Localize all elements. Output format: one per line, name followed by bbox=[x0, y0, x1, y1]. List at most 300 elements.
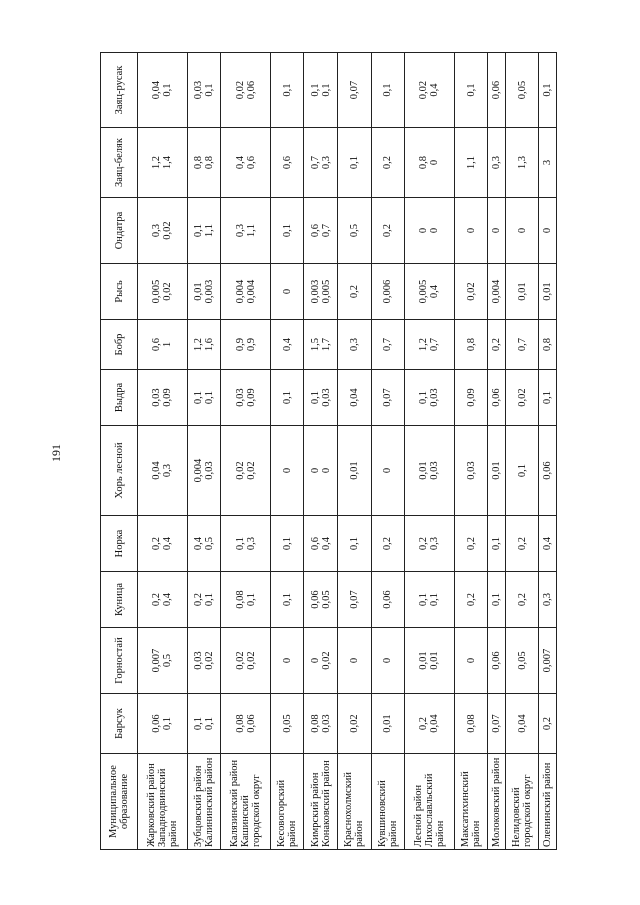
density-value: 1,1 bbox=[465, 155, 477, 170]
district-name-cell bbox=[405, 754, 455, 850]
density-value: 0,06 bbox=[309, 590, 321, 609]
value-cell bbox=[371, 426, 405, 516]
density-value: 1,4 bbox=[162, 155, 174, 170]
district-name-cell bbox=[138, 754, 188, 850]
density-value: 0,2 bbox=[348, 284, 360, 299]
density-value: 0 bbox=[309, 467, 321, 474]
value-cell bbox=[371, 572, 405, 628]
value-cell bbox=[221, 370, 271, 426]
value-cell bbox=[138, 694, 188, 754]
density-value: 0,06 bbox=[245, 80, 257, 100]
density-value: 0,03 bbox=[465, 461, 477, 480]
value-cell bbox=[405, 264, 455, 320]
density-value: 0,07 bbox=[382, 388, 394, 407]
district-name-cell bbox=[454, 754, 488, 850]
value-cell bbox=[488, 516, 506, 572]
density-value: 0,9 bbox=[245, 337, 257, 352]
value-cell bbox=[304, 426, 338, 516]
column-header: Норка bbox=[101, 516, 138, 572]
density-value: 0,7 bbox=[516, 337, 528, 352]
density-value: 0,5 bbox=[162, 653, 174, 668]
value-cell bbox=[304, 198, 338, 264]
column-header: Заяц-беляк bbox=[101, 128, 138, 198]
density-value: 0 bbox=[281, 288, 293, 295]
value-cell bbox=[270, 694, 304, 754]
column-header: Горностай bbox=[101, 628, 138, 694]
value-cell bbox=[337, 53, 371, 128]
value-cell bbox=[270, 572, 304, 628]
value-cell bbox=[539, 320, 557, 370]
value-cell bbox=[488, 572, 506, 628]
value-cell bbox=[454, 128, 488, 198]
district-name: Кувшиновский район bbox=[376, 780, 399, 847]
density-value: 0,02 bbox=[162, 221, 174, 240]
table-row bbox=[304, 53, 338, 850]
density-value: 0,02 bbox=[348, 714, 360, 733]
density-value: 0 bbox=[542, 227, 554, 234]
density-value: 0,06 bbox=[151, 714, 163, 733]
value-cell bbox=[539, 264, 557, 320]
value-cell bbox=[221, 53, 271, 128]
density-value: 0,3 bbox=[151, 223, 163, 238]
density-value: 0,2 bbox=[192, 592, 204, 607]
value-cell bbox=[405, 572, 455, 628]
density-value: 0,1 bbox=[429, 592, 441, 607]
density-value: 0,2 bbox=[418, 716, 430, 731]
density-value: 0,7 bbox=[382, 337, 394, 352]
value-cell bbox=[187, 320, 221, 370]
value-cell bbox=[187, 426, 221, 516]
district-name: Лесной район bbox=[412, 784, 424, 847]
density-value: 0,4 bbox=[281, 337, 293, 352]
density-value: 0 bbox=[465, 657, 477, 664]
density-value: 0,09 bbox=[162, 388, 174, 407]
density-value: 0,2 bbox=[382, 223, 394, 238]
value-cell bbox=[371, 198, 405, 264]
density-value: 0,9 bbox=[234, 337, 246, 352]
value-cell bbox=[488, 426, 506, 516]
density-value: 0,05 bbox=[320, 590, 332, 609]
value-cell bbox=[187, 264, 221, 320]
density-value: 0,01 bbox=[429, 651, 441, 670]
density-value: 0,3 bbox=[348, 337, 360, 352]
district-name: Калининский район bbox=[203, 757, 215, 847]
density-value: 0,05 bbox=[281, 714, 293, 733]
density-value: 0,005 bbox=[151, 279, 163, 304]
density-value: 0,4 bbox=[162, 592, 174, 607]
value-cell bbox=[371, 53, 405, 128]
density-value: 0,1 bbox=[203, 390, 215, 405]
column-header: Хорь лесной bbox=[101, 426, 138, 516]
district-name: Краснохолмский район bbox=[343, 771, 366, 847]
density-value: 0,01 bbox=[382, 714, 394, 733]
density-value: 0 bbox=[516, 227, 528, 234]
density-value: 0,1 bbox=[491, 592, 503, 607]
value-cell bbox=[221, 516, 271, 572]
density-value: 0,03 bbox=[320, 388, 332, 407]
value-cell bbox=[187, 53, 221, 128]
value-cell bbox=[371, 264, 405, 320]
value-cell bbox=[454, 426, 488, 516]
density-value: 0,08 bbox=[309, 714, 321, 733]
density-value: 0,3 bbox=[491, 155, 503, 170]
value-cell bbox=[371, 628, 405, 694]
district-name: Максатихинский район bbox=[460, 771, 483, 847]
density-value: 1,5 bbox=[309, 337, 321, 352]
density-value: 0,5 bbox=[203, 536, 215, 551]
density-value: 0,02 bbox=[162, 282, 174, 301]
density-value: 0,02 bbox=[234, 651, 246, 670]
density-value: 0,4 bbox=[234, 155, 246, 170]
value-cell bbox=[505, 128, 539, 198]
district-name-cell bbox=[270, 754, 304, 850]
value-cell bbox=[187, 516, 221, 572]
density-value: 0,3 bbox=[542, 592, 554, 607]
value-cell bbox=[221, 572, 271, 628]
district-name-cell bbox=[488, 754, 506, 850]
density-value: 0,06 bbox=[491, 651, 503, 670]
density-value: 0,3 bbox=[320, 155, 332, 170]
value-cell bbox=[454, 694, 488, 754]
density-value: 0,09 bbox=[245, 388, 257, 407]
density-value: 0,01 bbox=[491, 461, 503, 480]
density-value: 0,1 bbox=[162, 716, 174, 731]
value-cell bbox=[221, 628, 271, 694]
value-cell bbox=[505, 694, 539, 754]
district-name: Зубцовский район bbox=[192, 765, 204, 847]
density-value: 0,1 bbox=[309, 83, 321, 97]
density-value: 0,04 bbox=[151, 461, 163, 480]
value-cell bbox=[304, 128, 338, 198]
density-value: 0,04 bbox=[348, 388, 360, 407]
value-cell bbox=[539, 572, 557, 628]
value-cell bbox=[488, 628, 506, 694]
density-value: 0,04 bbox=[516, 714, 528, 733]
value-cell bbox=[505, 264, 539, 320]
value-cell bbox=[454, 320, 488, 370]
density-value: 0,4 bbox=[320, 536, 332, 551]
value-cell bbox=[138, 320, 188, 370]
table-row bbox=[539, 53, 557, 850]
value-cell bbox=[505, 628, 539, 694]
value-cell bbox=[405, 198, 455, 264]
value-cell bbox=[337, 628, 371, 694]
district-name: Нелидовский городской округ bbox=[511, 774, 534, 847]
value-cell bbox=[138, 264, 188, 320]
density-value: 0 bbox=[309, 657, 321, 664]
column-header: Бобр bbox=[101, 320, 138, 370]
density-value: 0,005 bbox=[320, 279, 332, 304]
value-cell bbox=[138, 370, 188, 426]
density-value: 1 bbox=[162, 341, 174, 348]
density-value: 0,2 bbox=[382, 155, 394, 170]
density-value: 0,02 bbox=[203, 651, 215, 670]
density-value: 0,7 bbox=[309, 155, 321, 170]
district-name-cell bbox=[371, 754, 405, 850]
value-cell bbox=[221, 264, 271, 320]
value-cell bbox=[454, 370, 488, 426]
column-header: Заяц-русак bbox=[101, 53, 138, 128]
value-cell bbox=[454, 53, 488, 128]
density-value: 0,2 bbox=[465, 592, 477, 607]
table-header-row bbox=[101, 53, 138, 850]
density-value: 0,6 bbox=[151, 337, 163, 352]
page-number: 191 bbox=[49, 444, 63, 462]
value-cell bbox=[454, 516, 488, 572]
district-name: Кимрский район bbox=[309, 772, 321, 847]
density-value: 0,004 bbox=[245, 279, 257, 304]
density-value: 0,1 bbox=[203, 592, 215, 607]
density-value: 0,02 bbox=[234, 461, 246, 480]
value-cell bbox=[454, 572, 488, 628]
density-value: 0,02 bbox=[245, 461, 257, 480]
density-value: 0,06 bbox=[382, 590, 394, 609]
density-value: 0,006 bbox=[382, 279, 394, 304]
density-value: 0,01 bbox=[348, 461, 360, 480]
density-value: 0,1 bbox=[281, 223, 293, 238]
density-value: 0,8 bbox=[542, 337, 554, 352]
value-cell bbox=[539, 370, 557, 426]
value-cell bbox=[270, 628, 304, 694]
value-cell bbox=[304, 516, 338, 572]
density-value: 0 bbox=[429, 159, 441, 166]
value-cell bbox=[505, 53, 539, 128]
density-value: 0 bbox=[382, 467, 394, 474]
value-cell bbox=[488, 53, 506, 128]
rotated-table-wrapper bbox=[100, 53, 557, 850]
value-cell bbox=[405, 128, 455, 198]
value-cell bbox=[505, 320, 539, 370]
density-value: 0,1 bbox=[465, 83, 477, 97]
density-value: 0,8 bbox=[192, 155, 204, 170]
density-value: 0,1 bbox=[348, 155, 360, 170]
value-cell bbox=[405, 370, 455, 426]
density-value: 0,1 bbox=[192, 223, 204, 238]
density-value: 1,1 bbox=[245, 223, 257, 238]
value-cell bbox=[488, 198, 506, 264]
density-value: 0,02 bbox=[320, 651, 332, 670]
value-cell bbox=[371, 320, 405, 370]
value-cell bbox=[337, 320, 371, 370]
density-value: 0,7 bbox=[320, 223, 332, 238]
value-cell bbox=[337, 370, 371, 426]
table-row bbox=[138, 53, 188, 850]
density-value: 0 bbox=[281, 657, 293, 664]
table-row bbox=[405, 53, 455, 850]
district-name-cell bbox=[187, 754, 221, 850]
value-cell bbox=[337, 426, 371, 516]
density-value: 0,4 bbox=[542, 536, 554, 551]
density-value: 0,3 bbox=[245, 536, 257, 551]
density-value: 0,04 bbox=[429, 714, 441, 733]
density-value: 0,2 bbox=[516, 536, 528, 551]
value-cell bbox=[371, 694, 405, 754]
value-cell bbox=[138, 628, 188, 694]
district-name: Кашинский городской округ bbox=[240, 774, 263, 847]
value-cell bbox=[187, 198, 221, 264]
density-value: 0,1 bbox=[203, 716, 215, 731]
table-row bbox=[221, 53, 271, 850]
density-value: 0 bbox=[320, 467, 332, 474]
value-cell bbox=[488, 264, 506, 320]
density-value: 0,2 bbox=[516, 592, 528, 607]
density-value: 3 bbox=[542, 159, 554, 166]
density-value: 0,1 bbox=[418, 390, 430, 405]
density-value: 0,8 bbox=[418, 155, 430, 170]
value-cell bbox=[405, 516, 455, 572]
value-cell bbox=[454, 264, 488, 320]
column-header: Выдра bbox=[101, 370, 138, 426]
value-cell bbox=[221, 694, 271, 754]
district-name-cell bbox=[337, 754, 371, 850]
district-name: Лихославльский район bbox=[423, 773, 446, 847]
density-value: 0,1 bbox=[309, 390, 321, 405]
value-cell bbox=[304, 53, 338, 128]
table-row bbox=[505, 53, 539, 850]
value-cell bbox=[454, 628, 488, 694]
value-cell bbox=[505, 370, 539, 426]
density-value: 0,01 bbox=[516, 282, 528, 301]
density-value: 0,1 bbox=[542, 83, 554, 97]
density-value: 0,004 bbox=[192, 458, 204, 483]
value-cell bbox=[539, 628, 557, 694]
density-value: 0,4 bbox=[162, 536, 174, 551]
value-cell bbox=[488, 694, 506, 754]
density-value: 0,1 bbox=[192, 390, 204, 405]
table-row bbox=[270, 53, 304, 850]
table-body bbox=[138, 53, 557, 850]
value-cell bbox=[304, 694, 338, 754]
density-value: 0,004 bbox=[491, 279, 503, 304]
density-value: 0,03 bbox=[320, 714, 332, 733]
density-value: 0,06 bbox=[245, 714, 257, 733]
density-value: 0,1 bbox=[348, 536, 360, 551]
density-value: 0,06 bbox=[491, 80, 503, 100]
density-value: 0,1 bbox=[281, 536, 293, 551]
density-value: 0,03 bbox=[151, 388, 163, 407]
density-value: 0,02 bbox=[234, 80, 246, 100]
density-value: 0,08 bbox=[465, 714, 477, 733]
value-cell bbox=[371, 370, 405, 426]
density-value: 0,05 bbox=[516, 80, 528, 100]
value-cell bbox=[221, 320, 271, 370]
value-cell bbox=[539, 694, 557, 754]
value-cell bbox=[539, 426, 557, 516]
value-cell bbox=[138, 572, 188, 628]
density-value: 0,2 bbox=[151, 536, 163, 551]
density-value: 0,2 bbox=[151, 592, 163, 607]
district-name: Молоковский район bbox=[491, 757, 503, 847]
district-name: Кесовогорский район bbox=[276, 779, 299, 847]
density-value: 0,02 bbox=[245, 651, 257, 670]
density-value: 1,2 bbox=[192, 337, 204, 352]
value-cell bbox=[337, 572, 371, 628]
density-value: 0,07 bbox=[491, 714, 503, 733]
value-cell bbox=[505, 198, 539, 264]
density-value: 1,3 bbox=[516, 155, 528, 170]
value-cell bbox=[304, 628, 338, 694]
density-value: 1,7 bbox=[320, 337, 332, 352]
value-cell bbox=[405, 426, 455, 516]
density-value: 0,6 bbox=[245, 155, 257, 170]
density-value: 0,06 bbox=[542, 461, 554, 480]
density-value: 0 bbox=[348, 657, 360, 664]
density-value: 0,8 bbox=[203, 155, 215, 170]
table-row bbox=[337, 53, 371, 850]
value-cell bbox=[221, 426, 271, 516]
value-cell bbox=[337, 264, 371, 320]
value-cell bbox=[337, 694, 371, 754]
value-cell bbox=[539, 516, 557, 572]
table-row bbox=[488, 53, 506, 850]
district-name: Калязинский район bbox=[229, 759, 241, 847]
value-cell bbox=[221, 128, 271, 198]
value-cell bbox=[337, 198, 371, 264]
density-value: 0,4 bbox=[429, 83, 441, 97]
value-cell bbox=[270, 264, 304, 320]
density-value: 1,2 bbox=[151, 155, 163, 170]
value-cell bbox=[187, 572, 221, 628]
district-name: Жарковский район bbox=[145, 763, 157, 847]
value-cell bbox=[270, 426, 304, 516]
density-value: 0,1 bbox=[491, 536, 503, 551]
value-cell bbox=[187, 128, 221, 198]
column-header: Муниципальное образование bbox=[101, 754, 138, 850]
density-value: 0,3 bbox=[234, 223, 246, 238]
density-value: 0,09 bbox=[465, 388, 477, 407]
density-value: 0,03 bbox=[192, 80, 204, 100]
value-cell bbox=[337, 516, 371, 572]
density-value: 0,02 bbox=[418, 80, 430, 100]
density-value: 0,003 bbox=[309, 279, 321, 304]
density-value: 0,03 bbox=[429, 388, 441, 407]
wildlife-density-table bbox=[100, 52, 557, 850]
district-name-cell bbox=[539, 754, 557, 850]
density-value: 0,6 bbox=[309, 536, 321, 551]
value-cell bbox=[270, 128, 304, 198]
district-name: Оленинский район bbox=[542, 762, 554, 847]
density-value: 0,1 bbox=[203, 83, 215, 97]
value-cell bbox=[270, 370, 304, 426]
density-value: 0,1 bbox=[245, 592, 257, 607]
density-value: 0,03 bbox=[429, 461, 441, 480]
value-cell bbox=[539, 198, 557, 264]
density-value: 0,2 bbox=[418, 536, 430, 551]
density-value: 0,1 bbox=[382, 83, 394, 97]
value-cell bbox=[187, 694, 221, 754]
density-value: 0 bbox=[491, 227, 503, 234]
density-value: 0,003 bbox=[203, 279, 215, 304]
value-cell bbox=[270, 198, 304, 264]
density-value: 0,007 bbox=[151, 648, 163, 673]
density-value: 0,2 bbox=[542, 716, 554, 731]
density-value: 1,2 bbox=[418, 337, 430, 352]
table-row bbox=[187, 53, 221, 850]
value-cell bbox=[488, 128, 506, 198]
value-cell bbox=[505, 516, 539, 572]
density-value: 0,1 bbox=[192, 716, 204, 731]
density-value: 1,6 bbox=[203, 337, 215, 352]
density-value: 0 bbox=[382, 657, 394, 664]
value-cell bbox=[270, 516, 304, 572]
density-value: 0 bbox=[429, 227, 441, 234]
density-value: 0,2 bbox=[382, 536, 394, 551]
value-cell bbox=[270, 320, 304, 370]
density-value: 0,08 bbox=[234, 714, 246, 733]
density-value: 0,01 bbox=[542, 282, 554, 301]
table-row bbox=[371, 53, 405, 850]
density-value: 0 bbox=[418, 227, 430, 234]
